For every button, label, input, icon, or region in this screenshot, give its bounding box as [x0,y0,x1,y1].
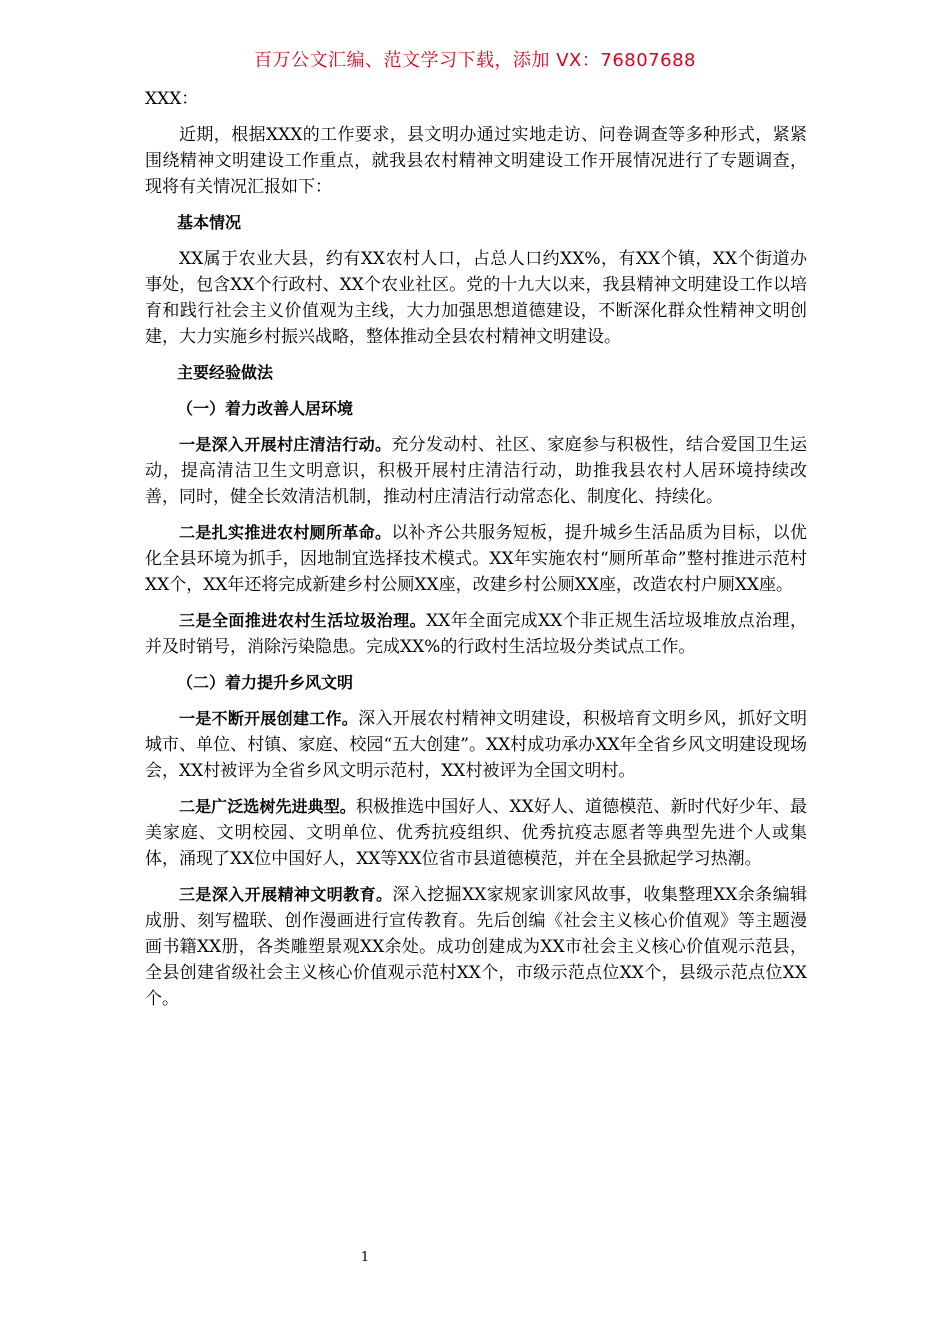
body-creation-work: 深入开展农村精神文明建设，积极培育文明乡风，抓好文明城市、单位、村镇、家庭、校园“五大创建”。XX村成功承办XX年全省乡风文明建设现场会，XX村被评为全省乡风文明示范村，XX村被评为全国文明村。 [145,709,807,781]
paragraph-toilet-revolution [145,520,807,598]
paragraph-garbage-treatment [145,608,807,660]
lead-creation-work: 一是不断开展创建工作。 [179,709,359,728]
section-title-main-experience: 主要经验做法 [177,363,274,382]
body-advanced-models: 积极推选中国好人、XX好人、道德模范、新时代好少年、最美家庭、文明校园、文明单位、优秀抗疫组织、优秀抗疫志愿者等典型先进个人或集体，涌现了XX位中国好人，XX等XX位省市县道德模范，并在全县掀起学习热潮。 [145,797,807,869]
download-banner: 百万公文汇编、范文学习下载，添加 VX：76807688 [254,50,696,71]
lead-civility-education: 三是深入开展精神文明教育。 [179,885,393,904]
lead-advanced-models: 二是广泛选树先进典型。 [179,797,356,816]
intro-paragraph: 近期，根据XXX的工作要求，县文明办通过实地走访、问卷调查等多种形式，紧紧围绕精神文明建设工作重点，就我县农村精神文明建设工作开展情况进行了专题调查，现将有关情况汇报如下： [145,125,807,197]
body-civility-education: 深入挖掘XX家规家训家风故事，收集整理XX余条编辑成册、刻写楹联、创作漫画进行宣传教育。先后创编《社会主义核心价值观》等主题漫画书籍XX册，各类雕塑景观XX余处。成功创建成为XX市社会主义核心价值观示范县，全县创建省级社会主义核心价值观示范村XX个，市级示范点位XX个，县级示范点位XX个。 [145,885,807,1009]
body-village-cleaning: 充分发动村、社区、家庭参与积极性，结合爱国卫生运动，提高清洁卫生文明意识，积极开展村庄清洁行动，助推我县农村人居环境持续改善，同时，健全长效清洁机制，推动村庄清洁行动常态化、制度化、持续化。 [145,435,807,507]
paragraph-village-cleaning [145,432,807,510]
document-body [145,86,807,1022]
paragraph-creation-work [145,706,807,784]
paragraph-civility-education [145,882,807,1012]
basic-situation-paragraph: XX属于农业大县，约有XX农村人口，占总人口约XX%，有XX个镇，XX个街道办事处，包含XX个行政村、XX个农业社区。党的十九大以来，我县精神文明建设工作以培育和践行社会主义价值观为主线，大力加强思想道德建设，不断深化群众性精神文明创建，大力实施乡村振兴战略，整体推动全县农村精神文明建设。 [145,249,807,347]
lead-village-cleaning: 一是深入开展村庄清洁行动。 [179,435,392,454]
subsection-title-living-environment: （一）着力改善人居环境 [177,399,354,418]
lead-garbage-treatment: 三是全面推进农村生活垃圾治理。 [179,611,427,630]
salutation: XXX： [145,89,199,109]
section-title-basic-situation: 基本情况 [177,213,242,232]
paragraph-advanced-models [145,794,807,872]
subsection-title-rural-civility: （二）着力提升乡风文明 [177,673,354,692]
lead-toilet-revolution: 二是扎实推进农村厕所革命。 [179,523,392,542]
body-toilet-revolution: 以补齐公共服务短板，提升城乡生活品质为目标，以优化全县环境为抓手，因地制宜选择技术模式。XX年实施农村“厕所革命”整村推进示范村XX个，XX年还将完成新建乡村公厕XX座，改建乡村公厕XX座，改造农村户厕XX座。 [145,523,807,595]
body-garbage-treatment: XX年全面完成XX个非正规生活垃圾堆放点治理，并及时销号，消除污染隐患。完成XX%的行政村生活垃圾分类试点工作。 [145,611,807,657]
page-number: 1 [360,1250,370,1265]
